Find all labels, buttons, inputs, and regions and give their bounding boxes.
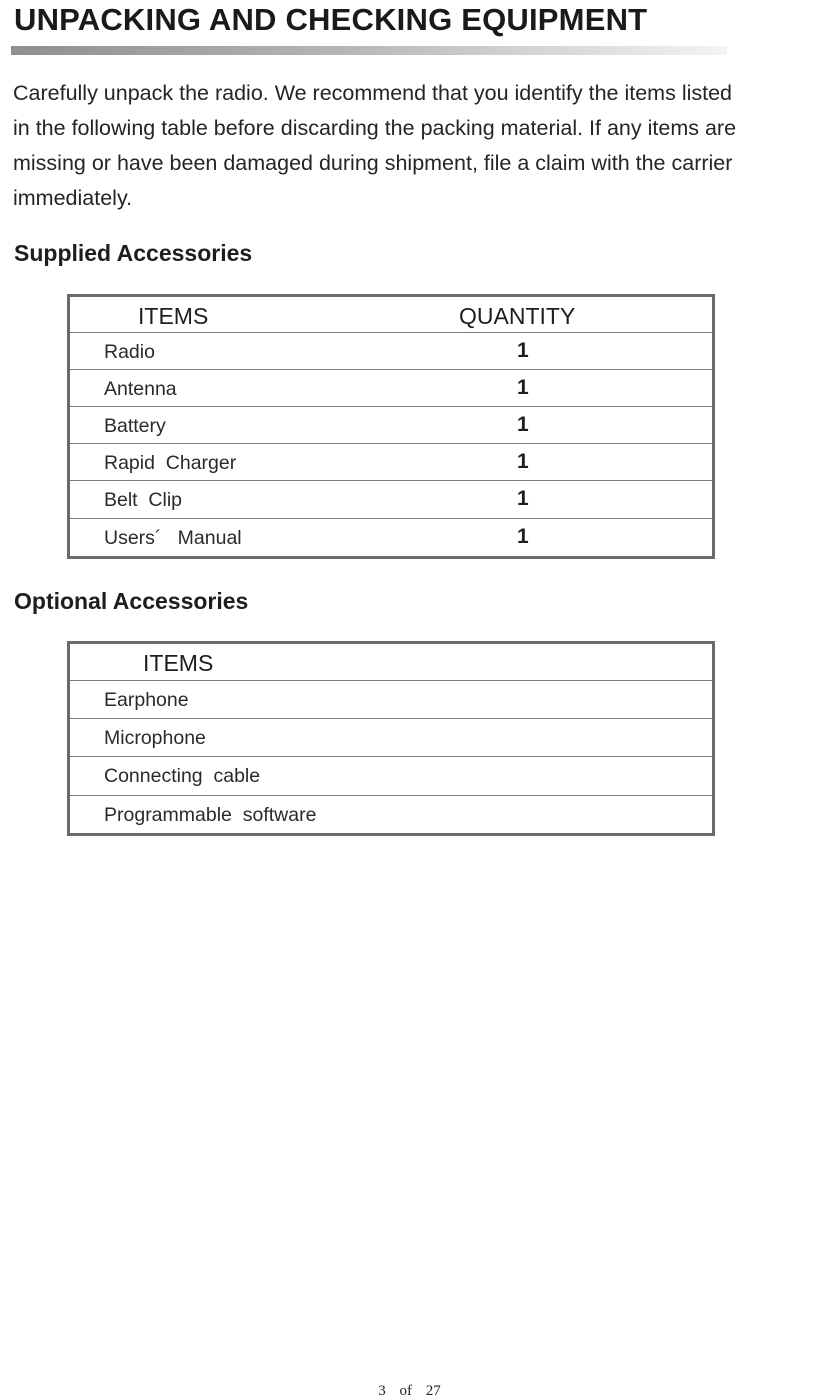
column-header-items: ITEMS bbox=[143, 650, 214, 676]
table-row bbox=[70, 681, 712, 719]
item-name: Belt Clip bbox=[104, 489, 183, 511]
table-row bbox=[70, 757, 712, 796]
table-row bbox=[70, 796, 712, 833]
item-quantity: 1 bbox=[517, 413, 529, 436]
table-row bbox=[70, 519, 712, 556]
optional-accessories-table bbox=[67, 641, 715, 836]
item-name: Connecting cable bbox=[104, 765, 261, 787]
title-underline bbox=[11, 46, 727, 55]
column-header-quantity: QUANTITY bbox=[459, 303, 576, 329]
item-quantity: 1 bbox=[517, 376, 529, 399]
item-quantity: 1 bbox=[517, 450, 529, 473]
item-name: Radio bbox=[104, 341, 155, 363]
total-pages: 27 bbox=[425, 1383, 441, 1399]
page-number bbox=[0, 1383, 819, 1400]
intro-line: immediately. bbox=[13, 186, 133, 210]
item-name: Rapid Charger bbox=[104, 452, 237, 474]
supplied-accessories-table bbox=[67, 294, 715, 559]
table-header-row bbox=[70, 644, 712, 681]
page-of-label: of bbox=[399, 1383, 412, 1399]
optional-accessories-heading: Optional Accessories bbox=[14, 588, 249, 614]
table-row bbox=[70, 333, 712, 370]
item-name: Users´ Manual bbox=[104, 527, 242, 549]
item-quantity: 1 bbox=[517, 487, 529, 510]
table-row bbox=[70, 370, 712, 407]
item-quantity: 1 bbox=[517, 525, 529, 548]
intro-line: Carefully unpack the radio. We recommend that you identify the items listed bbox=[13, 81, 733, 105]
table-row bbox=[70, 719, 712, 757]
table-row bbox=[70, 407, 712, 444]
item-quantity: 1 bbox=[517, 339, 529, 362]
item-name: Earphone bbox=[104, 689, 189, 711]
item-name: Battery bbox=[104, 415, 166, 437]
page-title: UNPACKING AND CHECKING EQUIPMENT bbox=[14, 2, 648, 37]
intro-line: missing or have been damaged during shipment, file a claim with the carrier bbox=[13, 151, 733, 175]
intro-paragraph bbox=[13, 76, 813, 216]
current-page: 3 bbox=[378, 1383, 386, 1399]
intro-line: in the following table before discarding the packing material. If any items are bbox=[13, 116, 737, 140]
table-header-row bbox=[70, 297, 712, 333]
table-row bbox=[70, 444, 712, 481]
item-name: Programmable software bbox=[104, 804, 317, 826]
column-header-items: ITEMS bbox=[138, 303, 209, 329]
supplied-accessories-heading: Supplied Accessories bbox=[14, 240, 253, 266]
item-name: Antenna bbox=[104, 378, 177, 400]
table-row bbox=[70, 481, 712, 519]
item-name: Microphone bbox=[104, 727, 206, 749]
